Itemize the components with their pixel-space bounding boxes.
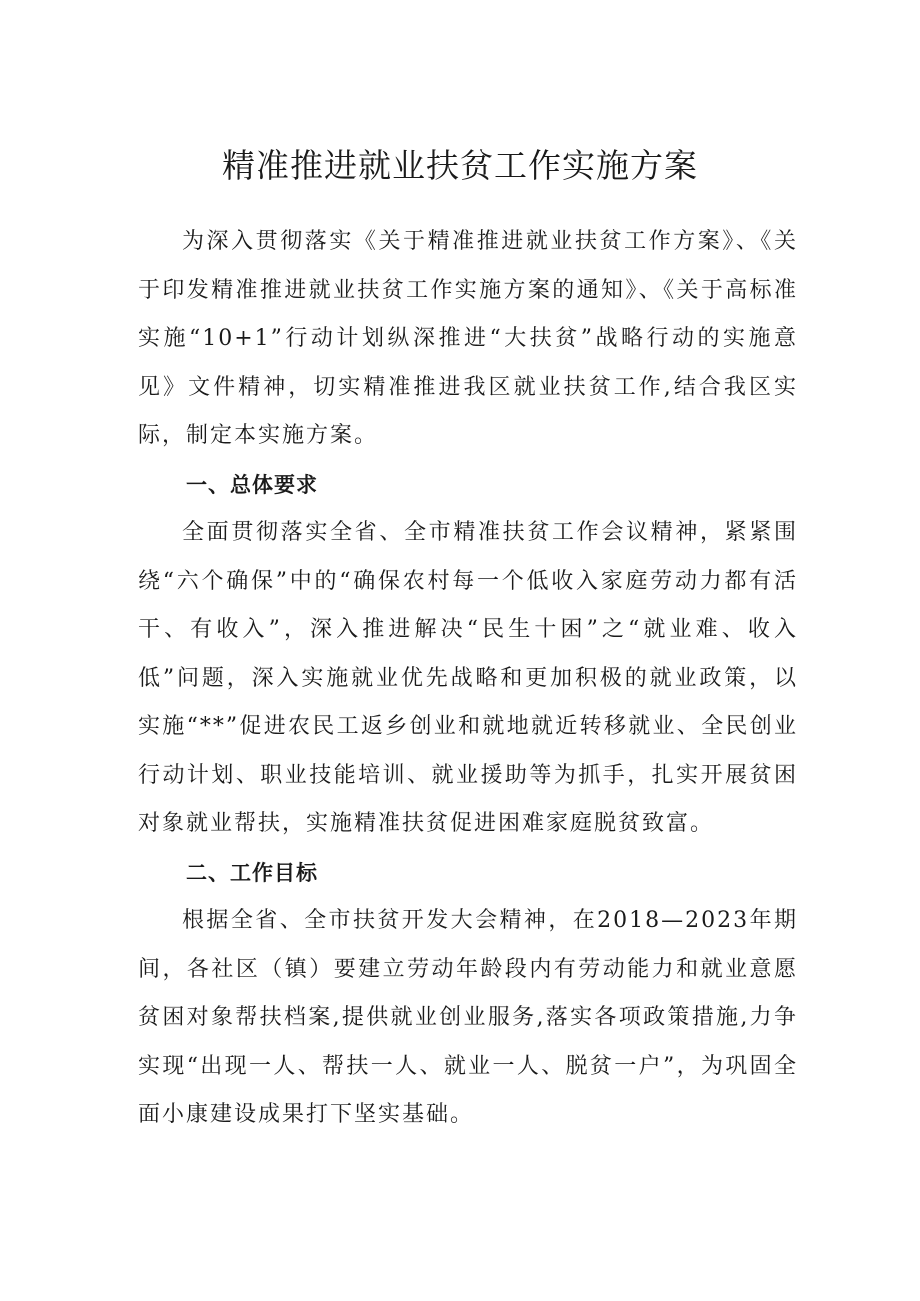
document-title: 精准推进就业扶贫工作实施方案 — [222, 146, 698, 185]
document-body — [138, 218, 798, 1140]
section-heading-work-goals: 二、工作目标 — [186, 860, 318, 885]
section-paragraph-general-requirements: 全面贯彻落实全省、全市精准扶贫工作会议精神，紧紧围绕“六个确保”中的“确保农村每一个低收入家庭劳动力都有活干、有收入”，深入推进解决“民生十困”之“就业难、收入低”问题，深入实施就业优先战略和更加积极的就业政策，以实施“**”促进农民工返乡创业和就地就近转移就业、全民创业行动计划、职业技能培训、就业援助等为抓手，扎实开展贫困对象就业帮扶，实施精准扶贫促进困难家庭脱贫致富。 — [138, 520, 798, 836]
section-paragraph-work-goals: 根据全省、全市扶贫开发大会精神，在2018—2023年期间，各社区（镇）要建立劳动年龄段内有劳动能力和就业意愿贫困对象帮扶档案,提供就业创业服务,落实各项政策措施,力争实现“出现一人、帮扶一人、就业一人、脱贫一户”，为巩固全面小康建设成果打下坚实基础。 — [138, 908, 798, 1127]
section-heading-general-requirements: 一、总体要求 — [186, 472, 318, 497]
intro-paragraph: 为深入贯彻落实《关于精准推进就业扶贫工作方案》、《关于印发精准推进就业扶贫工作实施方案的通知》、《关于高标准实施“10+1”行动计划纵深推进“大扶贫”战略行动的实施意见》文件精神，切实精准推进我区就业扶贫工作,结合我区实际，制定本实施方案。 — [138, 229, 798, 448]
